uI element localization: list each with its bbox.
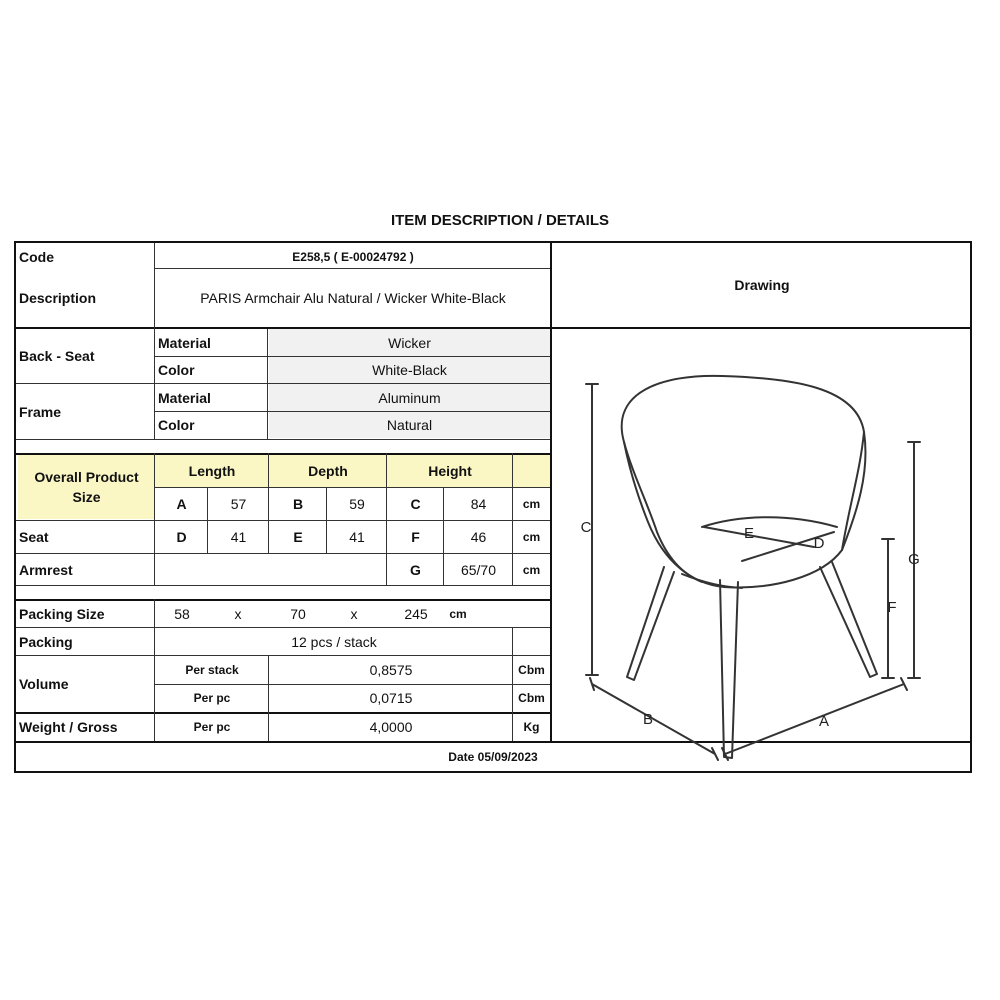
drawing-letter-d: D [813, 535, 825, 552]
back-seat-color-label: Color [158, 361, 195, 378]
dim-b-letter: B [292, 495, 304, 512]
frame-color: Natural [269, 411, 550, 438]
packing-size-label: Packing Size [19, 605, 105, 622]
drawing-letter-b: B [642, 711, 654, 728]
dim-line-b [590, 678, 718, 760]
dim-armrest-unit: cm [522, 562, 541, 577]
height-header: Height [428, 463, 472, 479]
packing-length: 58 [174, 605, 190, 622]
dim-e-letter: E [293, 529, 303, 545]
packing-x2: x [350, 605, 358, 622]
dim-f-value: 46 [470, 529, 487, 545]
dim-overall-unit: cm [522, 496, 541, 511]
packing-width: 70 [290, 605, 306, 622]
packing-x1: x [234, 605, 242, 622]
volume-per-pc: 0,0715 [369, 690, 413, 706]
volume-unit-pc: Cbm [518, 691, 545, 705]
dim-seat-unit: cm [522, 530, 541, 544]
drawing-letter-e: E [743, 525, 755, 542]
dim-f-letter: F [411, 529, 420, 545]
depth-header: Depth [308, 463, 348, 479]
dim-d-value: 41 [230, 529, 247, 545]
dim-e-value: 41 [349, 529, 365, 545]
volume-per-stack-label: Per stack [185, 663, 239, 677]
frame-color-label: Color [158, 416, 195, 433]
dim-b-value: 59 [349, 495, 365, 512]
chair-drawing [552, 328, 958, 816]
frame-material-label: Material [158, 389, 211, 406]
packing-height: 245 [404, 605, 428, 622]
dim-d-letter: D [176, 529, 187, 545]
dim-g-letter: G [410, 561, 421, 578]
description-value: PARIS Armchair Alu Natural / Wicker White-Black [200, 290, 506, 306]
frame-material: Aluminum [269, 384, 550, 411]
packing-size-unit: cm [449, 606, 467, 621]
page-title: ITEM DESCRIPTION / DETAILS [390, 212, 610, 229]
back-seat-color: White-Black [269, 356, 550, 383]
dim-c-value: 84 [470, 495, 487, 512]
volume-per-pc-label: Per pc [193, 691, 231, 705]
volume-unit-stack: Cbm [518, 663, 545, 677]
length-header: Length [188, 463, 236, 479]
weight-value: 4,0000 [369, 719, 413, 735]
chair-leg-front-left [627, 567, 674, 680]
date-footer: Date 05/09/2023 [448, 750, 538, 764]
drawing-letter-a: A [818, 713, 830, 730]
dim-g-value: 65/70 [460, 561, 497, 578]
dim-a-value: 57 [230, 495, 247, 512]
drawing-letter-f: F [887, 599, 897, 616]
drawing-letter-g: G [908, 551, 920, 568]
code-label: Code [19, 249, 54, 265]
weight-per-pc-label: Per pc [193, 720, 231, 734]
packing-value: 12 pcs / stack [291, 633, 377, 650]
chair-seat [702, 517, 837, 527]
back-seat-material-label: Material [158, 334, 211, 351]
back-seat-material: Wicker [269, 329, 550, 356]
dim-line-a [722, 678, 907, 760]
packing-label: Packing [19, 633, 73, 650]
back-seat-label: Back - Seat [19, 348, 95, 364]
volume-per-stack: 0,8575 [369, 662, 413, 678]
chair-leg-front-right [720, 580, 738, 758]
dim-c-letter: C [410, 495, 421, 512]
weight-unit: Kg [523, 720, 540, 734]
volume-label: Volume [19, 676, 69, 692]
chair-shell-inner [624, 442, 702, 582]
drawing-label: Drawing [734, 277, 790, 293]
armrest-label: Armrest [19, 561, 73, 578]
description-label: Description [19, 290, 97, 306]
drawing-letter-c: C [580, 519, 592, 536]
frame-label: Frame [19, 403, 62, 420]
overall-size-label: Overall Product Size [34, 469, 139, 505]
chair-leg-back-right [820, 562, 877, 677]
chair-shell [622, 376, 866, 588]
seat-label: Seat [19, 529, 49, 545]
dim-a-letter: A [176, 495, 187, 512]
weight-label: Weight / Gross [19, 719, 118, 735]
code-value: E258,5 ( E-00024792 ) [292, 250, 414, 264]
